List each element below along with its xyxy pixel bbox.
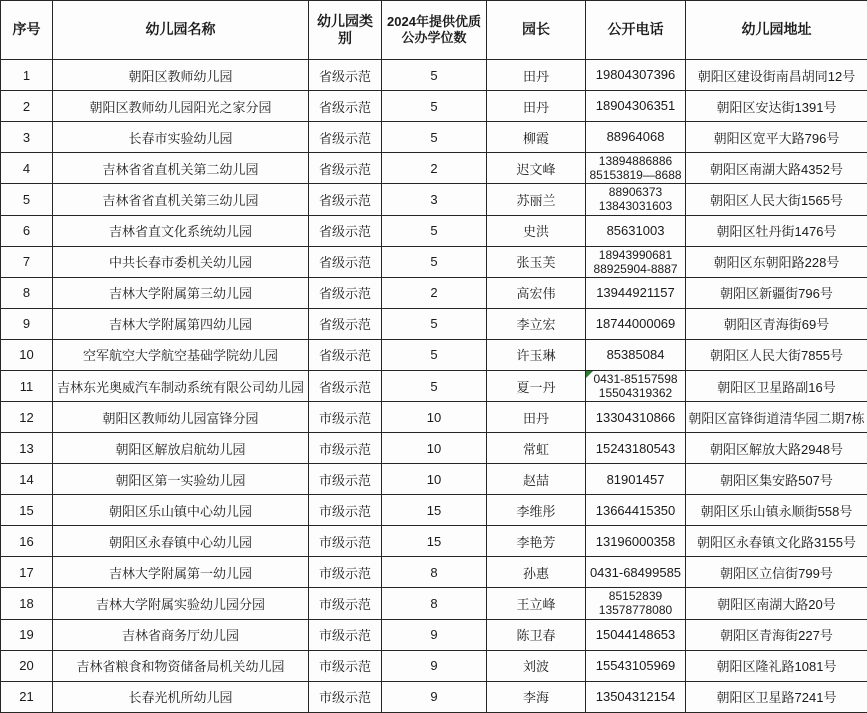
cell-address: 朝阳区东朝阳路228号 (686, 246, 867, 277)
cell-name: 吉林省省直机关第二幼儿园 (53, 153, 309, 184)
table-row (1, 91, 867, 122)
cell-name: 吉林省省直机关第三幼儿园 (53, 184, 309, 215)
cell-seats: 5 (382, 308, 487, 339)
cell-principal: 陈卫春 (487, 619, 586, 650)
phone-line: 15044148653 (588, 627, 683, 642)
cell-type: 市级示范 (309, 650, 382, 681)
phone-line: 18904306351 (588, 98, 683, 113)
cell-no: 6 (1, 215, 53, 246)
cell-phone (586, 650, 686, 681)
phone-line: 19804307396 (588, 67, 683, 82)
table-row (1, 60, 867, 91)
header-name: 幼儿园名称 (53, 1, 309, 60)
cell-name: 吉林省粮食和物资储备局机关幼儿园 (53, 650, 309, 681)
table-row (1, 215, 867, 246)
header-seats: 2024年提供优质公办学位数 (382, 1, 487, 60)
phone-line: 13843031603 (588, 199, 683, 213)
table-row (1, 495, 867, 526)
table-row (1, 339, 867, 370)
cell-seats: 10 (382, 464, 487, 495)
table-row (1, 464, 867, 495)
cell-address: 朝阳区富锋街道清华园二期7栋 (686, 402, 867, 433)
cell-principal: 李艳芳 (487, 526, 586, 557)
phone-line: 85385084 (588, 347, 683, 362)
cell-address: 朝阳区立信街799号 (686, 557, 867, 588)
cell-seats: 15 (382, 526, 487, 557)
cell-principal: 刘波 (487, 650, 586, 681)
cell-no: 8 (1, 277, 53, 308)
cell-no: 17 (1, 557, 53, 588)
cell-phone (586, 464, 686, 495)
cell-principal: 柳霞 (487, 122, 586, 153)
cell-seats: 8 (382, 557, 487, 588)
cell-seats: 5 (382, 122, 487, 153)
cell-seats: 5 (382, 215, 487, 246)
cell-phone (586, 91, 686, 122)
cell-no: 12 (1, 402, 53, 433)
cell-name: 吉林东光奥威汽车制动系统有限公司幼儿园 (53, 370, 309, 401)
phone-line: 18744000069 (588, 316, 683, 331)
header-address: 幼儿园地址 (686, 1, 867, 60)
cell-principal: 张玉芙 (487, 246, 586, 277)
cell-phone (586, 370, 686, 401)
cell-no: 11 (1, 370, 53, 401)
cell-phone (586, 526, 686, 557)
phone-line: 13944921157 (588, 285, 683, 300)
cell-type: 省级示范 (309, 246, 382, 277)
cell-type: 市级示范 (309, 681, 382, 712)
cell-name: 朝阳区乐山镇中心幼儿园 (53, 495, 309, 526)
cell-principal: 王立峰 (487, 588, 586, 619)
cell-no: 1 (1, 60, 53, 91)
phone-line: 15543105969 (588, 658, 683, 673)
cell-type: 省级示范 (309, 215, 382, 246)
table-row (1, 308, 867, 339)
cell-address: 朝阳区青海街69号 (686, 308, 867, 339)
phone-line: 85631003 (588, 223, 683, 238)
cell-no: 9 (1, 308, 53, 339)
table-row (1, 619, 867, 650)
cell-name: 长春光机所幼儿园 (53, 681, 309, 712)
cell-seats: 3 (382, 184, 487, 215)
cell-type: 市级示范 (309, 619, 382, 650)
table-row (1, 681, 867, 712)
table-row (1, 246, 867, 277)
cell-address: 朝阳区南湖大路20号 (686, 588, 867, 619)
header-no: 序号 (1, 1, 53, 60)
cell-name: 朝阳区教师幼儿园 (53, 60, 309, 91)
cell-address: 朝阳区安达街1391号 (686, 91, 867, 122)
cell-type: 市级示范 (309, 495, 382, 526)
table-row (1, 557, 867, 588)
cell-name: 朝阳区永春镇中心幼儿园 (53, 526, 309, 557)
cell-address: 朝阳区集安路507号 (686, 464, 867, 495)
table-header (1, 1, 867, 60)
cell-type: 市级示范 (309, 557, 382, 588)
phone-line: 0431-68499585 (588, 565, 683, 580)
table-row (1, 153, 867, 184)
cell-principal: 赵喆 (487, 464, 586, 495)
cell-phone (586, 681, 686, 712)
cell-type: 省级示范 (309, 122, 382, 153)
cell-phone (586, 619, 686, 650)
table-row (1, 184, 867, 215)
table-row (1, 433, 867, 464)
cell-seats: 10 (382, 402, 487, 433)
cell-name: 空军航空大学航空基础学院幼儿园 (53, 339, 309, 370)
cell-principal: 田丹 (487, 60, 586, 91)
cell-principal: 孙惠 (487, 557, 586, 588)
cell-name: 吉林省直文化系统幼儿园 (53, 215, 309, 246)
cell-address: 朝阳区南湖大路4352号 (686, 153, 867, 184)
cell-type: 市级示范 (309, 402, 382, 433)
cell-seats: 2 (382, 153, 487, 184)
cell-type: 市级示范 (309, 464, 382, 495)
header-phone: 公开电话 (586, 1, 686, 60)
cell-address: 朝阳区人民大街1565号 (686, 184, 867, 215)
cell-phone (586, 277, 686, 308)
table-row (1, 402, 867, 433)
table-row (1, 526, 867, 557)
cell-principal: 常虹 (487, 433, 586, 464)
cell-address: 朝阳区新疆街796号 (686, 277, 867, 308)
phone-line: 85153819—8688 (588, 168, 683, 182)
header-principal: 园长 (487, 1, 586, 60)
cell-phone (586, 433, 686, 464)
cell-seats: 15 (382, 495, 487, 526)
phone-line: 13304310866 (588, 410, 683, 425)
cell-principal: 田丹 (487, 402, 586, 433)
cell-address: 朝阳区解放大路2948号 (686, 433, 867, 464)
table-row (1, 370, 867, 401)
cell-address: 朝阳区卫星路7241号 (686, 681, 867, 712)
cell-type: 市级示范 (309, 588, 382, 619)
cell-principal: 田丹 (487, 91, 586, 122)
cell-name: 吉林省商务厅幼儿园 (53, 619, 309, 650)
cell-seats: 8 (382, 588, 487, 619)
cell-address: 朝阳区永春镇文化路3155号 (686, 526, 867, 557)
cell-name: 中共长春市委机关幼儿园 (53, 246, 309, 277)
phone-line: 88925904-8887 (588, 262, 683, 276)
phone-line: 15243180543 (588, 441, 683, 456)
cell-address: 朝阳区乐山镇永顺街558号 (686, 495, 867, 526)
cell-name: 吉林大学附属第三幼儿园 (53, 277, 309, 308)
cell-name: 长春市实验幼儿园 (53, 122, 309, 153)
header-row (1, 1, 867, 60)
cell-name: 吉林大学附属第四幼儿园 (53, 308, 309, 339)
cell-no: 19 (1, 619, 53, 650)
cell-name: 吉林大学附属第一幼儿园 (53, 557, 309, 588)
cell-name: 朝阳区教师幼儿园富锋分园 (53, 402, 309, 433)
cell-type: 市级示范 (309, 433, 382, 464)
phone-line: 15504319362 (588, 386, 683, 400)
cell-principal: 苏丽兰 (487, 184, 586, 215)
phone-line: 81901457 (588, 472, 683, 487)
table-row (1, 588, 867, 619)
cell-no: 20 (1, 650, 53, 681)
phone-line: 18943990681 (588, 248, 683, 262)
phone-line: 13504312154 (588, 689, 683, 704)
cell-no: 5 (1, 184, 53, 215)
cell-name: 朝阳区教师幼儿园阳光之家分园 (53, 91, 309, 122)
cell-principal: 李维彤 (487, 495, 586, 526)
cell-address: 朝阳区隆礼路1081号 (686, 650, 867, 681)
phone-line: 13664415350 (588, 503, 683, 518)
cell-no: 18 (1, 588, 53, 619)
phone-line: 13894886886 (588, 154, 683, 168)
cell-address: 朝阳区建设街南昌胡同12号 (686, 60, 867, 91)
phone-line: 88964068 (588, 129, 683, 144)
phone-line: 0431-85157598 (588, 372, 683, 386)
phone-line: 13578778080 (588, 603, 683, 617)
cell-seats: 9 (382, 619, 487, 650)
cell-no: 16 (1, 526, 53, 557)
phone-line: 88906373 (588, 185, 683, 199)
phone-line: 13196000358 (588, 534, 683, 549)
cell-seats: 9 (382, 681, 487, 712)
cell-seats: 5 (382, 60, 487, 91)
cell-phone (586, 60, 686, 91)
cell-no: 2 (1, 91, 53, 122)
cell-principal: 夏一丹 (487, 370, 586, 401)
cell-seats: 5 (382, 91, 487, 122)
cell-no: 21 (1, 681, 53, 712)
cell-phone (586, 184, 686, 215)
cell-no: 3 (1, 122, 53, 153)
cell-no: 13 (1, 433, 53, 464)
cell-seats: 10 (382, 433, 487, 464)
cell-phone (586, 308, 686, 339)
cell-address: 朝阳区卫星路副16号 (686, 370, 867, 401)
cell-phone (586, 557, 686, 588)
table-row (1, 277, 867, 308)
cell-principal: 李立宏 (487, 308, 586, 339)
cell-phone (586, 339, 686, 370)
cell-no: 10 (1, 339, 53, 370)
cell-name: 吉林大学附属实验幼儿园分园 (53, 588, 309, 619)
cell-phone (586, 153, 686, 184)
cell-type: 省级示范 (309, 277, 382, 308)
cell-phone (586, 215, 686, 246)
cell-no: 14 (1, 464, 53, 495)
cell-principal: 史洪 (487, 215, 586, 246)
header-type: 幼儿园类别 (309, 1, 382, 60)
cell-principal: 高宏伟 (487, 277, 586, 308)
cell-address: 朝阳区人民大街7855号 (686, 339, 867, 370)
cell-no: 4 (1, 153, 53, 184)
cell-name: 朝阳区第一实验幼儿园 (53, 464, 309, 495)
cell-address: 朝阳区宽平大路796号 (686, 122, 867, 153)
cell-type: 市级示范 (309, 526, 382, 557)
cell-seats: 9 (382, 650, 487, 681)
cell-type: 省级示范 (309, 184, 382, 215)
cell-type: 省级示范 (309, 308, 382, 339)
cell-type: 省级示范 (309, 60, 382, 91)
cell-phone (586, 495, 686, 526)
cell-no: 15 (1, 495, 53, 526)
cell-type: 省级示范 (309, 370, 382, 401)
cell-type: 省级示范 (309, 339, 382, 370)
cell-address: 朝阳区牡丹街1476号 (686, 215, 867, 246)
cell-principal: 李海 (487, 681, 586, 712)
cell-seats: 5 (382, 339, 487, 370)
cell-seats: 2 (382, 277, 487, 308)
table-body (1, 60, 867, 713)
cell-principal: 迟文峰 (487, 153, 586, 184)
cell-principal: 许玉琳 (487, 339, 586, 370)
cell-phone (586, 588, 686, 619)
table-row (1, 122, 867, 153)
cell-type: 省级示范 (309, 153, 382, 184)
cell-phone (586, 246, 686, 277)
cell-phone (586, 122, 686, 153)
table-row (1, 650, 867, 681)
cell-phone (586, 402, 686, 433)
cell-seats: 5 (382, 246, 487, 277)
cell-name: 朝阳区解放启航幼儿园 (53, 433, 309, 464)
cell-seats: 5 (382, 370, 487, 401)
green-corner-marker-icon (586, 371, 593, 378)
cell-address: 朝阳区青海街227号 (686, 619, 867, 650)
cell-type: 省级示范 (309, 91, 382, 122)
cell-no: 7 (1, 246, 53, 277)
phone-line: 85152839 (588, 589, 683, 603)
